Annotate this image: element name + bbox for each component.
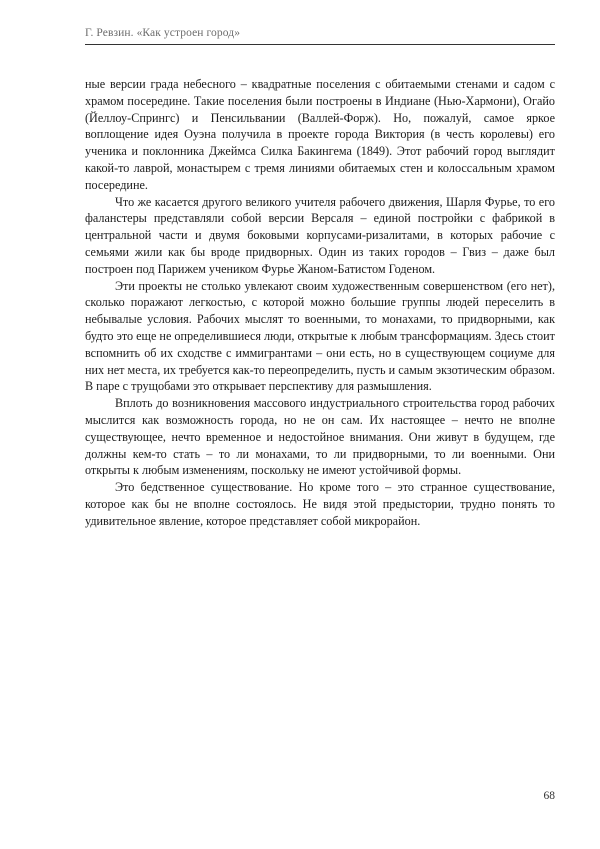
paragraph: Вплоть до возникновения массового индустриального строительства город рабочих мыслится как возможность города, но не он сам. Их настоящее – нечто не вполне существующее, нечто временное и недостойное внимания. Они живут в будущем, где должны кем-то стать – то ли монахами, то ли придворными, то ли военными. Они открыты к любым изменениям, поскольку не имеют устойчивой формы. xyxy=(85,396,555,478)
page-number: 68 xyxy=(543,790,555,802)
paragraph: Это бедственное существование. Но кроме того – это странное существование, которое как бы не вполне состоялось. Не видя этой предыстории, трудно понять то удивительное явление, которое представляет собой микрорайон. xyxy=(85,480,555,528)
paragraph: Что же касается другого великого учителя рабочего движения, Шарля Фурье, то его фаланстеры представляли собой версии Версаля – единой постройки с фабрикой в центральной части и двумя боковыми корпусами-ризалитами, в которых рабочие с семьями жили как бы вроде придворных. Один из таких городов – Гвиз – даже был построен под Парижем учеником Фурье Жаном-Батистом Годеном. xyxy=(85,194,555,276)
running-head: Г. Ревзин. «Как устроен город» xyxy=(85,27,241,39)
paragraph: ные версии града небесного – квадратные поселения с обитаемыми стенами и садом с храмом посередине. Такие поселения были построены в Индиане (Нью-Хармони), Огайо (Йеллоу-Спрингс) и Пенсильвании (Валлей-Форж). Но, пожалуй, самое яркое воплощение идея Оуэна получила в проекте города Виктория (в честь королевы) его ученика и поклонника Джеймса Силка Бакингема (1849). Этот рабочий город выглядит какой-то лаврой, монастырем с тремя линиями обитаемых стен и колоссальным храмом посередине. xyxy=(85,77,555,192)
body-text xyxy=(85,76,555,530)
header-rule xyxy=(85,44,555,45)
paragraph: Эти проекты не столько увлекают своим художественным совершенством (его нет), сколько поражают легкостью, с которой можно большие группы людей переселить в небывалые условия. Рабочих мыслят то военными, то монахами, то придворными, как будто это еще не определившиеся люди, открытые к любым трансформациям. Здесь стоит вспомнить об их сходстве с иммигрантами – они есть, но в существующем социуме для них нет места, их требуется как-то переопределить, пусть и самым экзотическим образом. В паре с трущобами это открывает перспективу для размышления. xyxy=(85,278,555,394)
